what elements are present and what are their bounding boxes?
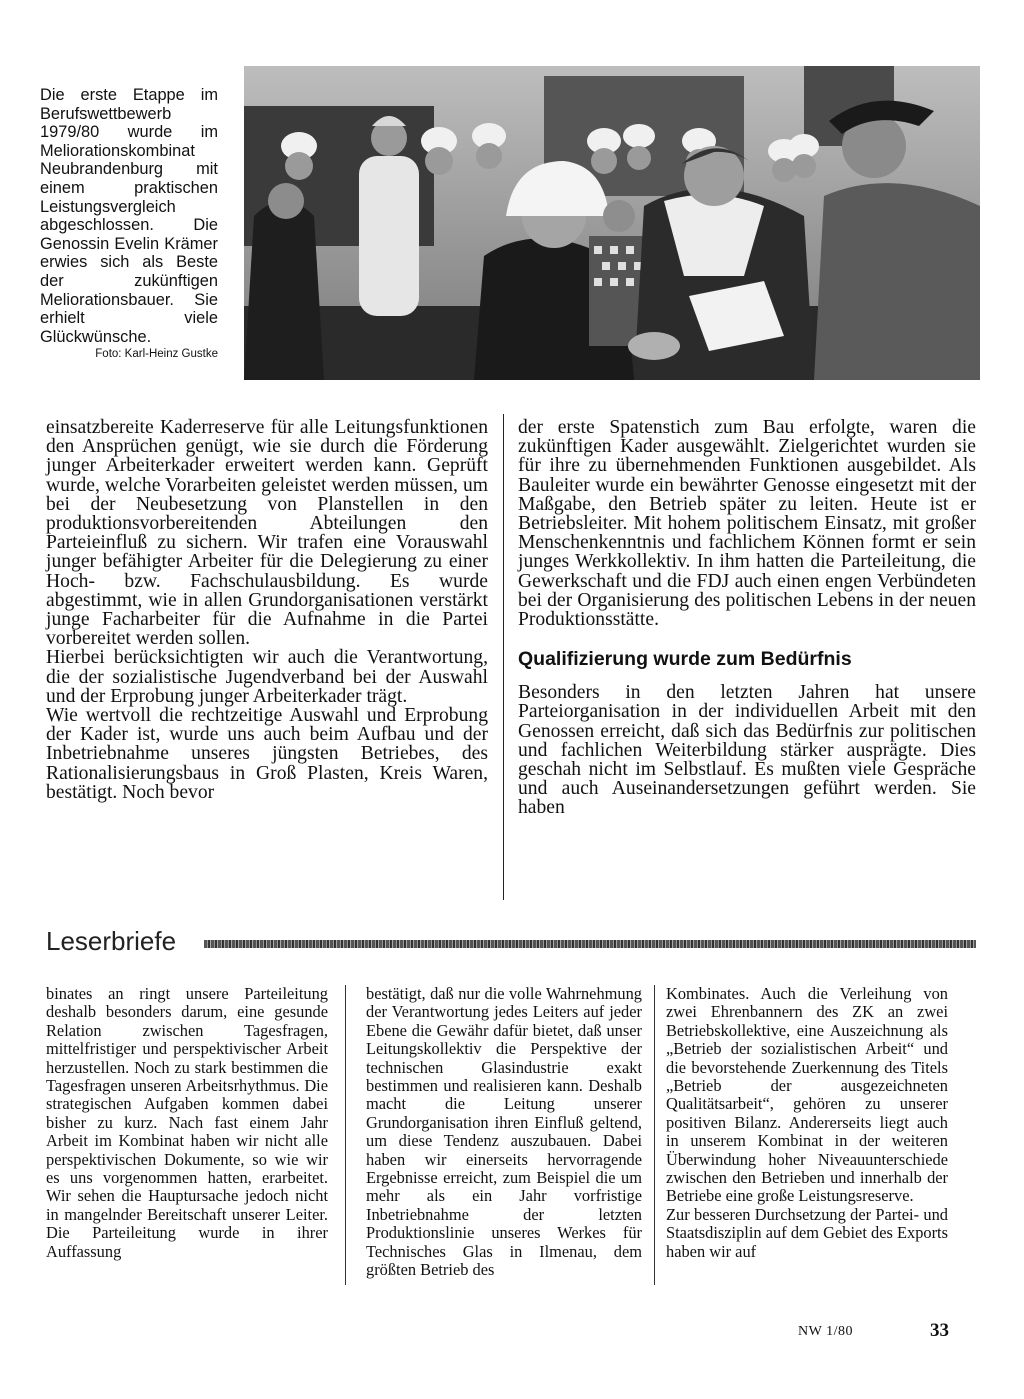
photo-caption (40, 86, 218, 361)
letters-paragraph: bestätigt, daß nur die volle Wahrnehmung der Verantwortung jedes Leiters auf jeder Ebene die Gewähr dafür bietet, daß unser Leitungskollektiv die Perspektive der technischen Glasindustrie exakt bestimmen und realisieren kann. Deshalb macht die Leitung unserer Grundorganisation ihren Einfluß geltend, um diese Tendenz auszubauen. Dabei haben wir einerseits hervorragende Ergebnisse erreicht, zum Beispiel die um mehr als ein Jahr vorfristige Inbetriebnahme der letzten Produktionslinie unseres Werkes für Technisches Glas in Ilmenau, dem größten Betrieb des (366, 984, 642, 1280)
article-paragraph: Besonders in den letzten Jahren hat unsere Parteiorganisation in der individuellen Arbeit mit den Genossen erreicht, daß sich das Bedürfnis zur politischen und fachlichen Weiterbildung stärker ausprägte. Dies geschah nicht im Selbstlauf. Es mußten viele Gespräche und auch Auseinandersetzungen geführt werden. Sie haben (518, 682, 976, 819)
letters-column-1 (46, 985, 328, 1261)
section-header-rule (204, 940, 976, 948)
article-paragraph: einsatzbereite Kaderreserve für alle Leitungsfunktionen den Ansprüchen genügt, wie sie durch die Förderung junger Arbeiterkader erweitert werden kann. Geprüft wurde, welche Vorarbeiten geleistet werden müssen, um bei der Neubesetzung von Planstellen in den produktionsvorbereitenden Abteilungen den Parteieinfluß zu sichern. Wir trafen eine Vorauswahl junger befähigter Arbeiter für die Delegierung zu einer Hoch- bzw. Fachschulausbildung. Es wurde abgestimmt, wie in allen Grundorganisationen verstärkt junge Facharbeiter für die Aufnahme in die Partei vorbereitet werden sollen. (46, 417, 488, 650)
letters-paragraph: binates an ringt unsere Parteileitung deshalb besonders darum, eine gesunde Relation zwischen Tagesfragen, mittelfristiger und perspektivischer Arbeit herzustellen. Noch zu stark bestimmen die Tagesfragen unseren Arbeitsrhythmus. Die strategischen Aufgaben kommen dabei bisher zu kurz. Nach fast einem Jahr Arbeit im Kombinat haben wir nicht alle perspektivischen Dokumente, so wie wir es uns vorgenommen hatten, erarbeitet. Wir sehen die Hauptursache jedoch nicht in mangelnder Bereitschaft unserer Leiter. Die Parteileitung wurde in ihrer Auffassung (46, 984, 328, 1261)
article-right-column (518, 418, 976, 818)
photo-credit: Foto: Karl-Heinz Gustke (95, 348, 218, 361)
column-divider (654, 985, 655, 1285)
letters-column-2 (366, 985, 642, 1280)
letters-paragraph: Kombinates. Auch die Verleihung von zwei Ehrenbannern des ZK an zwei Betriebskollektive, eine Auszeichnung als „Betrieb der sozialistischen Arbeit“ und die bevorstehende Zuerkennung des Titels „Betrieb der ausgezeichneten Qualitätsarbeit“, gehören zu unserer positiven Bilanz. Andererseits liegt auch in unserem Kombinat in der weiteren Überwindung hoher Niveauunterschiede zwischen den Betrieben und innerhalb der Betriebe eine große Leistungsreserve. (666, 984, 948, 1206)
column-divider (345, 985, 346, 1285)
photograph (244, 66, 980, 380)
section-subheading: Qualifizierung wurde zum Bedürfnis (518, 648, 852, 671)
page-number: 33 (930, 1320, 949, 1341)
letters-paragraph: Zur besseren Durchsetzung der Partei- und Staatsdisziplin auf dem Gebiet des Exports haben wir auf (666, 1204, 948, 1261)
article-paragraph: Wie wertvoll die rechtzeitige Auswahl und Erprobung der Kader ist, wurde uns auch beim Aufbau und der Inbetriebnahme unseres jüngsten Betriebes, des Rationalisierungsbaus in Groß Plasten, Kreis Waren, bestätigt. Noch bevor (46, 705, 488, 803)
article-left-column (46, 418, 488, 802)
journal-issue: NW 1/80 (798, 1324, 853, 1339)
photo-illustration (244, 66, 980, 380)
letters-column-3 (666, 985, 948, 1261)
article-paragraph: Hierbei berücksichtigten wir auch die Verantwortung, die der sozialistische Jugendverband bei der Auswahl und der Erprobung junger Arbeiterkader trägt. (46, 647, 488, 707)
caption-text: Die erste Etappe im Berufswettbewerb 1979/80 wurde im Meliorationskombinat Neubrandenburg mit einem praktischen Leistungsvergleich abgeschlossen. Die Genossin Evelin Krämer erwies sich als Beste der zukünftigen Meliorationsbauer. Sie erhielt viele Glückwünsche. (40, 86, 218, 346)
column-divider (503, 414, 504, 900)
article-paragraph: der erste Spatenstich zum Bau erfolgte, waren die zukünftigen Kader ausgewählt. Zielgerichtet wurden sie für ihre zu übernehmenden Funktionen ausgebildet. Als Bauleiter wurde ein bewährter Genosse eingesetzt mit der Maßgabe, den Betrieb später zu leiten. Heute ist er Betriebsleiter. Mit hohem politischem Einsatz, mit großer Menschenkenntnis und fachlichem Können formt er sein junges Werkkollektiv. In ihm hatten die Parteileitung, die Gewerkschaft und die FDJ auch einen engen Verbündeten bei der Organisierung des politischen Lebens in der neuen Produktionsstätte. (518, 417, 976, 631)
letters-section-title: Leserbriefe (46, 926, 177, 956)
